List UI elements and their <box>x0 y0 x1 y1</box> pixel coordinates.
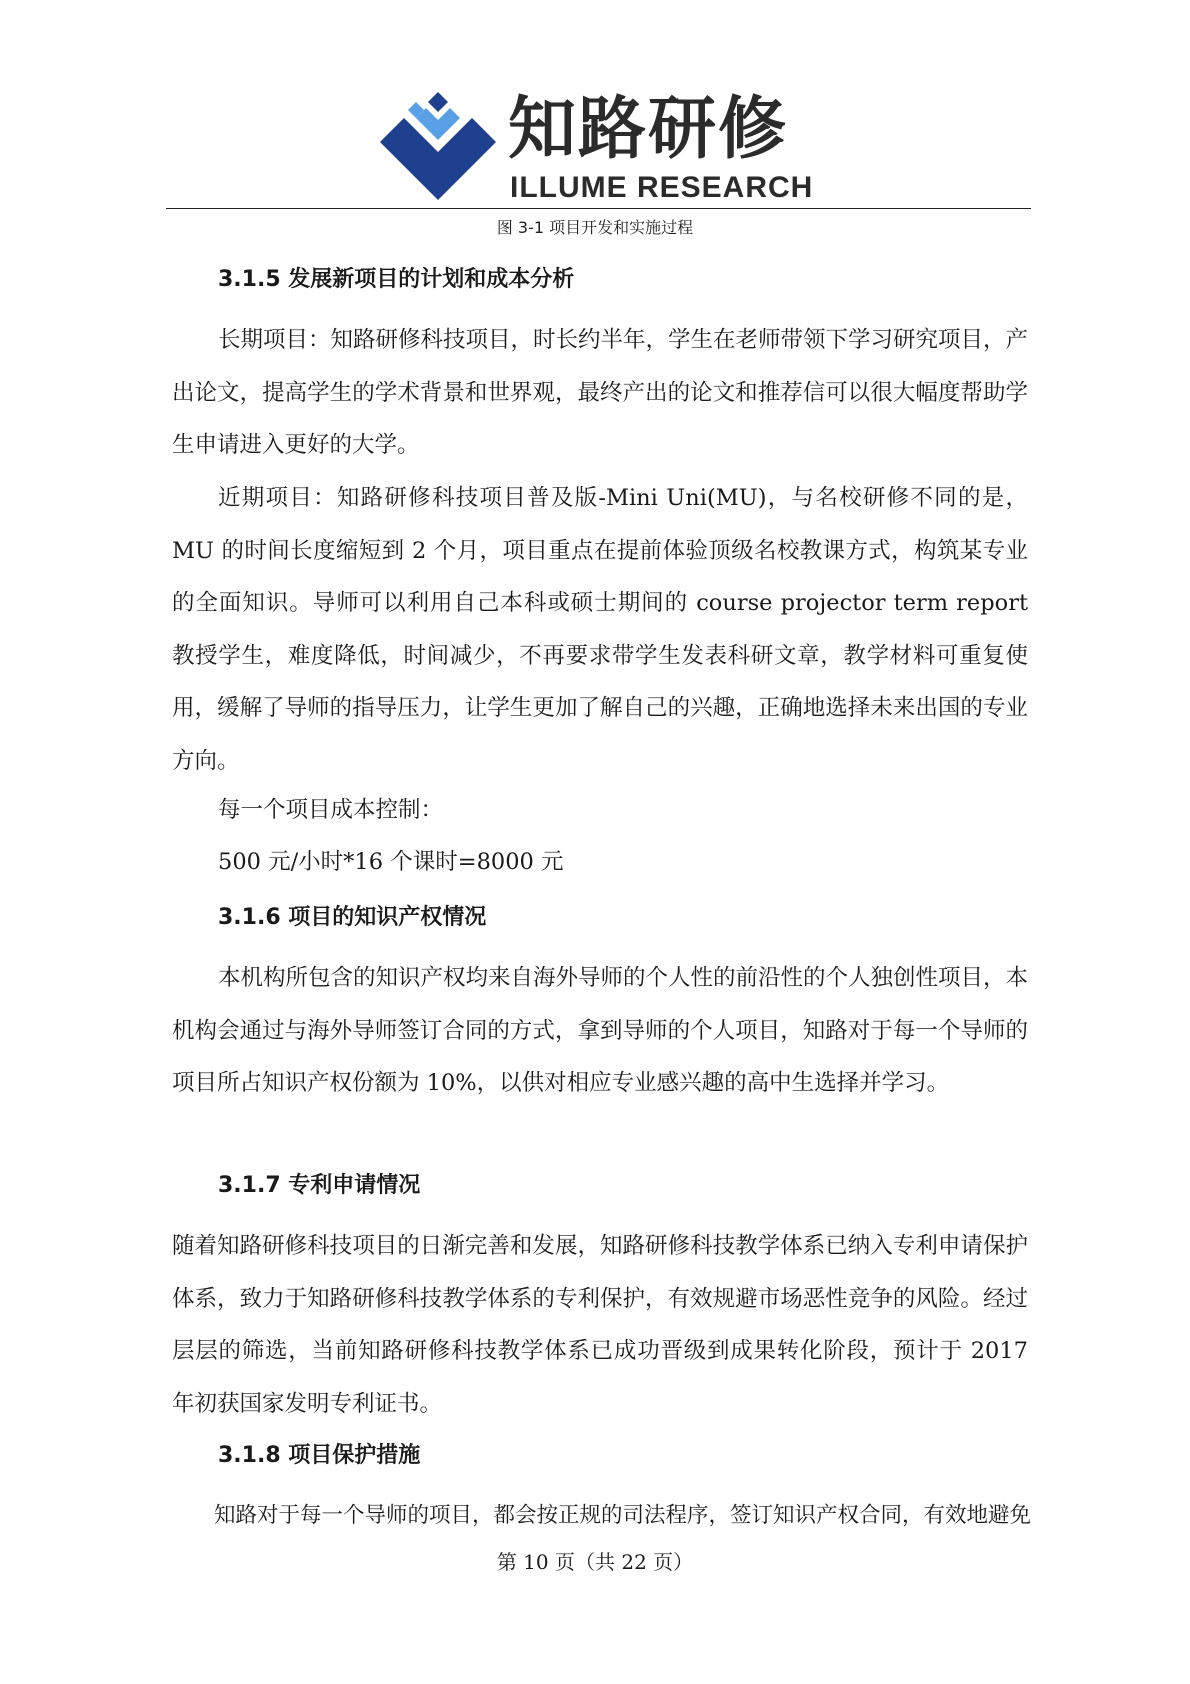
paragraph-intellectual-property: 本机构所包含的知识产权均来自海外导师的个人性的前沿性的个人独创性项目，本机构会通过与海外导师签订合同的方式，拿到导师的个人项目，知路对于每一个导师的项目所占知识产权份额为 10%，以供对相应专业感兴趣的高中生选择并学习。 <box>172 965 1029 1096</box>
paragraph-short-term-project: 近期项目：知路研修科技项目普及版-Mini Uni(MU)，与名校研修不同的是，MU 的时间长度缩短到 2 个月，项目重点在提前体验顶级名校教课方式，构筑某专业的全面知识。导师可以利用自己本科或硕士期间的 course projector term report 教授学生，难度降低，时间减少，不再要求带学生发表科研文章，教学材料可重复使用，缓解了导师的指导压力，让学生更加了解自己的兴趣，正确地选择未来出国的专业方向。 <box>172 485 1028 774</box>
paragraph-protection-measures: 知路对于每一个导师的项目，都会按正规的司法程序，签订知识产权合同，有效地避免 <box>214 1503 1032 1528</box>
logo-english-name: ILLUME RESEARCH <box>510 171 814 204</box>
paragraph-long-term-project: 长期项目：知路研修科技项目，时长约半年，学生在老师带领下学习研究项目，产出论文，提高学生的学术背景和世界观，最终产出的论文和推荐信可以很大幅度帮助学生申请进入更好的大学。 <box>172 327 1029 458</box>
page-number-footer: 第 10 页（共 22 页） <box>496 1550 694 1574</box>
cost-formula: 500 元/小时*16 个课时=8000 元 <box>218 849 564 875</box>
section-heading-3-1-7: 3.1.7 专利申请情况 <box>218 1173 421 1198</box>
figure-caption: 图 3-1 项目开发和实施过程 <box>496 218 694 237</box>
diamond-logo-icon <box>380 88 500 206</box>
section-heading-3-1-6: 3.1.6 项目的知识产权情况 <box>218 905 487 930</box>
header-rule <box>166 208 1031 209</box>
illume-research-logo <box>380 88 814 206</box>
cost-control-label: 每一个项目成本控制： <box>218 797 444 823</box>
paragraph-patent-application: 随着知路研修科技项目的日渐完善和发展，知路研修科技教学体系已纳入专利申请保护体系，致力于知路研修科技教学体系的专利保护，有效规避市场恶性竞争的风险。经过层层的筛选，当前知路研修科技教学体系已成功晋级到成果转化阶段，预计于 2017 年初获国家发明专利证书。 <box>172 1233 1028 1417</box>
section-heading-3-1-5: 3.1.5 发展新项目的计划和成本分析 <box>218 267 575 292</box>
logo-chinese-name: 知路研修 <box>508 90 789 169</box>
section-heading-3-1-8: 3.1.8 项目保护措施 <box>218 1443 421 1468</box>
